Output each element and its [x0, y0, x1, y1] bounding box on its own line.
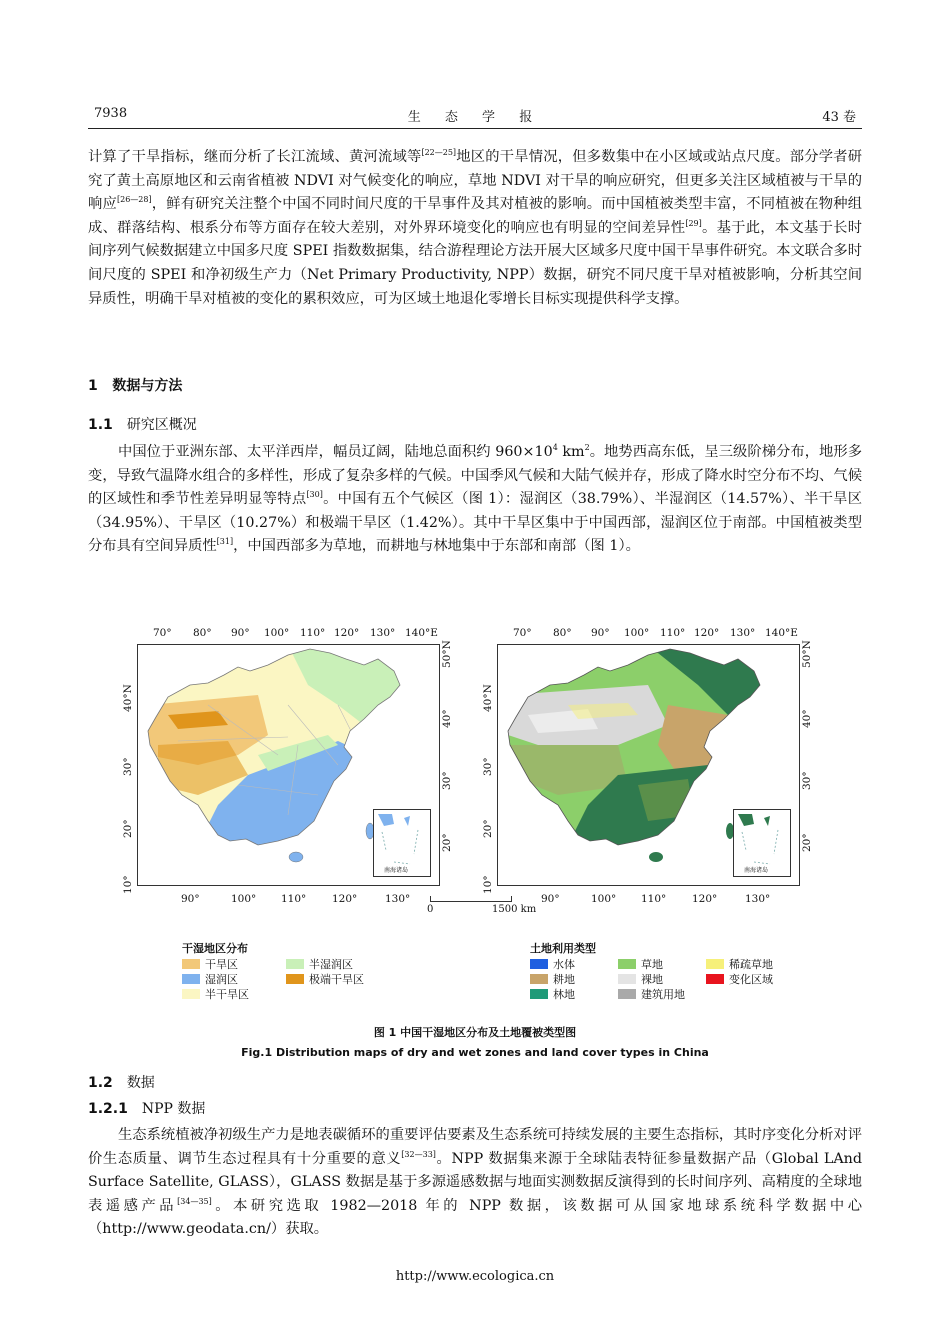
legend-item: [286, 956, 353, 972]
axis-tick-label: 130°: [385, 893, 411, 905]
citation: [32—33]: [401, 1149, 436, 1159]
axis-tick-label: 130°: [730, 627, 756, 639]
citation: [34—35]: [177, 1196, 212, 1206]
legend-label: 草地: [641, 958, 663, 971]
axis-tick-label: 140°E: [405, 627, 438, 639]
legend-swatch: [286, 974, 304, 984]
axis-tick-label: 50°N: [441, 640, 453, 668]
right-legend-title: 土地利用类型: [530, 942, 596, 955]
legend-label: 林地: [553, 988, 575, 1001]
page-number: 7938: [94, 106, 128, 121]
citation: [26—28]: [117, 195, 152, 205]
axis-tick-label: 120°: [332, 893, 358, 905]
legend-label: 耕地: [553, 973, 575, 986]
legend-item: [618, 971, 663, 987]
left-legend-title: 干湿地区分布: [182, 942, 248, 955]
running-header: [88, 106, 862, 129]
section-heading-1-2-1: 1.2.1 NPP 数据: [88, 1101, 206, 1117]
axis-tick-label: 90°: [541, 893, 560, 905]
legend-item: [530, 971, 575, 987]
axis-tick-label: 90°: [231, 627, 250, 639]
legend-item: [286, 971, 364, 987]
journal-title: 生 态 学 报: [407, 110, 543, 125]
axis-tick-label: 80°: [553, 627, 572, 639]
axis-tick-label: 110°: [660, 627, 686, 639]
legend-swatch: [530, 989, 548, 999]
legend-item: [706, 956, 773, 972]
legend-swatch: [286, 959, 304, 969]
axis-tick-label: 110°: [281, 893, 307, 905]
axis-tick-label: 20°: [801, 833, 813, 852]
axis-tick-label: 120°: [694, 627, 720, 639]
axis-tick-label: 90°: [591, 627, 610, 639]
legend-label: 建筑用地: [641, 988, 685, 1001]
axis-tick-label: 20°: [441, 833, 453, 852]
legend-swatch: [618, 959, 636, 969]
inset-label: 南海诸岛: [744, 867, 769, 874]
axis-tick-label: 10°: [122, 875, 134, 894]
axis-tick-label: 40°N: [122, 684, 134, 712]
legend-item: [182, 986, 249, 1002]
inset-label: 南海诸岛: [384, 867, 409, 874]
legend-item: [618, 986, 685, 1002]
axis-tick-label: 30°: [122, 757, 134, 776]
legend-item: [182, 971, 238, 987]
axis-tick-label: 100°: [264, 627, 290, 639]
axis-tick-label: 90°: [181, 893, 200, 905]
study-area-paragraph: 中国位于亚洲东部、太平洋西岸，幅员辽阔，陆地总面积约 $960\times 10^4$ $km^2$。地势西高东低，呈三级阶梯分布，地形多变，导致气温降水组合的多样性，形成了复杂多样的气候。中国季风气候和大陆气候并存，形成了降水时空分布不均、气候的区域性和季节性差异明显等特点[30]。中国有五个气候区（图 1）：湿润区（38.79%）、半湿润区（14.57%）、半干旱区（34.95%）、干旱区（10.27%）和极端干旱区（1.42%）。其中干旱区集中于中国西部，湿润区位于南部。中国植被类型分布具有空间异质性[31]，中国西部多为草地，而耕地与林地集中于东部和南部（图 1）。: [88, 443, 863, 555]
legend-label: 干旱区: [205, 958, 238, 971]
figure-caption-cn: 图 1 中国干湿地区分布及土地覆被类型图: [373, 1026, 577, 1039]
dry-wet-zone-map: [137, 644, 440, 886]
axis-tick-label: 110°: [300, 627, 326, 639]
footer-url: http://www.ecologica.cn: [395, 1269, 555, 1284]
south-china-sea-inset-right: [733, 809, 791, 877]
legend-swatch: [706, 974, 724, 984]
legend-swatch: [618, 974, 636, 984]
legend-label: 半湿润区: [309, 958, 353, 971]
axis-tick-label: 100°: [591, 893, 617, 905]
legend-swatch: [618, 989, 636, 999]
axis-tick-label: 100°: [231, 893, 257, 905]
section-heading-1: 1 数据与方法: [88, 378, 183, 394]
axis-tick-label: 20°: [122, 819, 134, 838]
legend-label: 水体: [553, 958, 575, 971]
axis-tick-label: 30°: [801, 771, 813, 790]
legend-item: [530, 956, 575, 972]
scale-start: 0: [427, 904, 434, 915]
axis-tick-label: 80°: [193, 627, 212, 639]
section-heading-1-2: 1.2 数据: [88, 1075, 155, 1091]
axis-tick-label: 20°: [482, 819, 494, 838]
legend-label: 裸地: [641, 973, 663, 986]
axis-tick-label: 50°N: [801, 640, 813, 668]
axis-tick-label: 130°: [370, 627, 396, 639]
land-cover-map: [497, 644, 800, 886]
legend-item: [706, 971, 773, 987]
axis-tick-label: 70°: [153, 627, 172, 639]
scale-end: 1500 km: [492, 904, 537, 915]
axis-tick-label: 140°E: [765, 627, 798, 639]
legend-swatch: [182, 959, 200, 969]
axis-tick-label: 100°: [624, 627, 650, 639]
axis-tick-label: 40°: [801, 709, 813, 728]
section-heading-1-1: 1.1 研究区概况: [88, 417, 197, 433]
legend-swatch: [182, 974, 200, 984]
legend-label: 变化区域: [729, 973, 773, 986]
axis-tick-label: 130°: [745, 893, 771, 905]
axis-tick-label: 70°: [513, 627, 532, 639]
legend-swatch: [182, 989, 200, 999]
citation: [31]: [216, 537, 234, 547]
legend-swatch: [530, 959, 548, 969]
axis-tick-label: 30°: [482, 757, 494, 776]
volume-label: 43 卷: [822, 110, 856, 125]
legend-item: [530, 986, 575, 1002]
axis-tick-label: 40°: [441, 709, 453, 728]
intro-paragraph: 计算了干旱指标，继而分析了长江流域、黄河流域等[22—25]地区的干旱情况，但多数集中在小区域或站点尺度。部分学者研究了黄土高原地区和云南省植被 NDVI 对气候变化的响应，草地 NDVI 对干旱的响应研究，但更多关注区域植被与干旱的响应[26—28]，鲜有研究关注整个中国不同时间尺度的干旱事件及其对植被的影响。而中国植被类型丰富，不同植被在物种组成、群落结构、根系分布等方面存在较大差别，对外界环境变化的响应也有明显的空间差异性[29]。基于此，本文基于长时间序列气候数据建立中国多尺度 SPEI 指数数据集，结合游程理论方法开展大区域多尺度中国干旱事件研究。本文联合多时间尺度的 SPEI 和净初级生产力（Net Primary Productivity, NPP）数据，研究不同尺度干旱对植被影响，分析其空间异质性，明确干旱对植被的变化的累积效应，可为区域土地退化零增长目标实现提供科学支撑。: [88, 148, 863, 307]
legend-label: 极端干旱区: [309, 973, 364, 986]
figure-caption-en: Fig.1 Distribution maps of dry and wet zones and land cover types in China: [241, 1046, 709, 1059]
citation: [29]: [685, 218, 702, 228]
south-china-sea-inset: [373, 809, 431, 877]
legend-item: [618, 956, 663, 972]
npp-paragraph: 生态系统植被净初级生产力是地表碳循环的重要评估要素及生态系统可持续发展的主要生态指标，其时序变化分析对评价生态质量、调节生态过程具有十分重要的意义[32—33]。NPP 数据集来源于全球陆表特征参量数据产品（Global LAnd Surface Satellite, GLASS），GLASS 数据是基于多源遥感数据与地面实测数据反演得到的长时间序列、高精度的全球地表遥感产品[34—35]。本研究选取 1982—2018 年的 NPP 数据，该数据可从国家地球系统科学数据中心（http://www.geodata.cn/）获取。: [88, 1127, 863, 1238]
legend-label: 半干旱区: [205, 988, 249, 1001]
axis-tick-label: 40°N: [482, 684, 494, 712]
axis-tick-label: 110°: [641, 893, 667, 905]
axis-tick-label: 30°: [441, 771, 453, 790]
axis-tick-label: 120°: [334, 627, 360, 639]
axis-tick-label: 120°: [692, 893, 718, 905]
citation: [30]: [306, 490, 323, 500]
legend-label: 稀疏草地: [729, 958, 773, 971]
legend-swatch: [530, 974, 548, 984]
legend-item: [182, 956, 238, 972]
legend-swatch: [706, 959, 724, 969]
axis-tick-label: 10°: [482, 875, 494, 894]
citation: [22—25]: [421, 148, 457, 157]
legend-label: 湿润区: [205, 973, 238, 986]
